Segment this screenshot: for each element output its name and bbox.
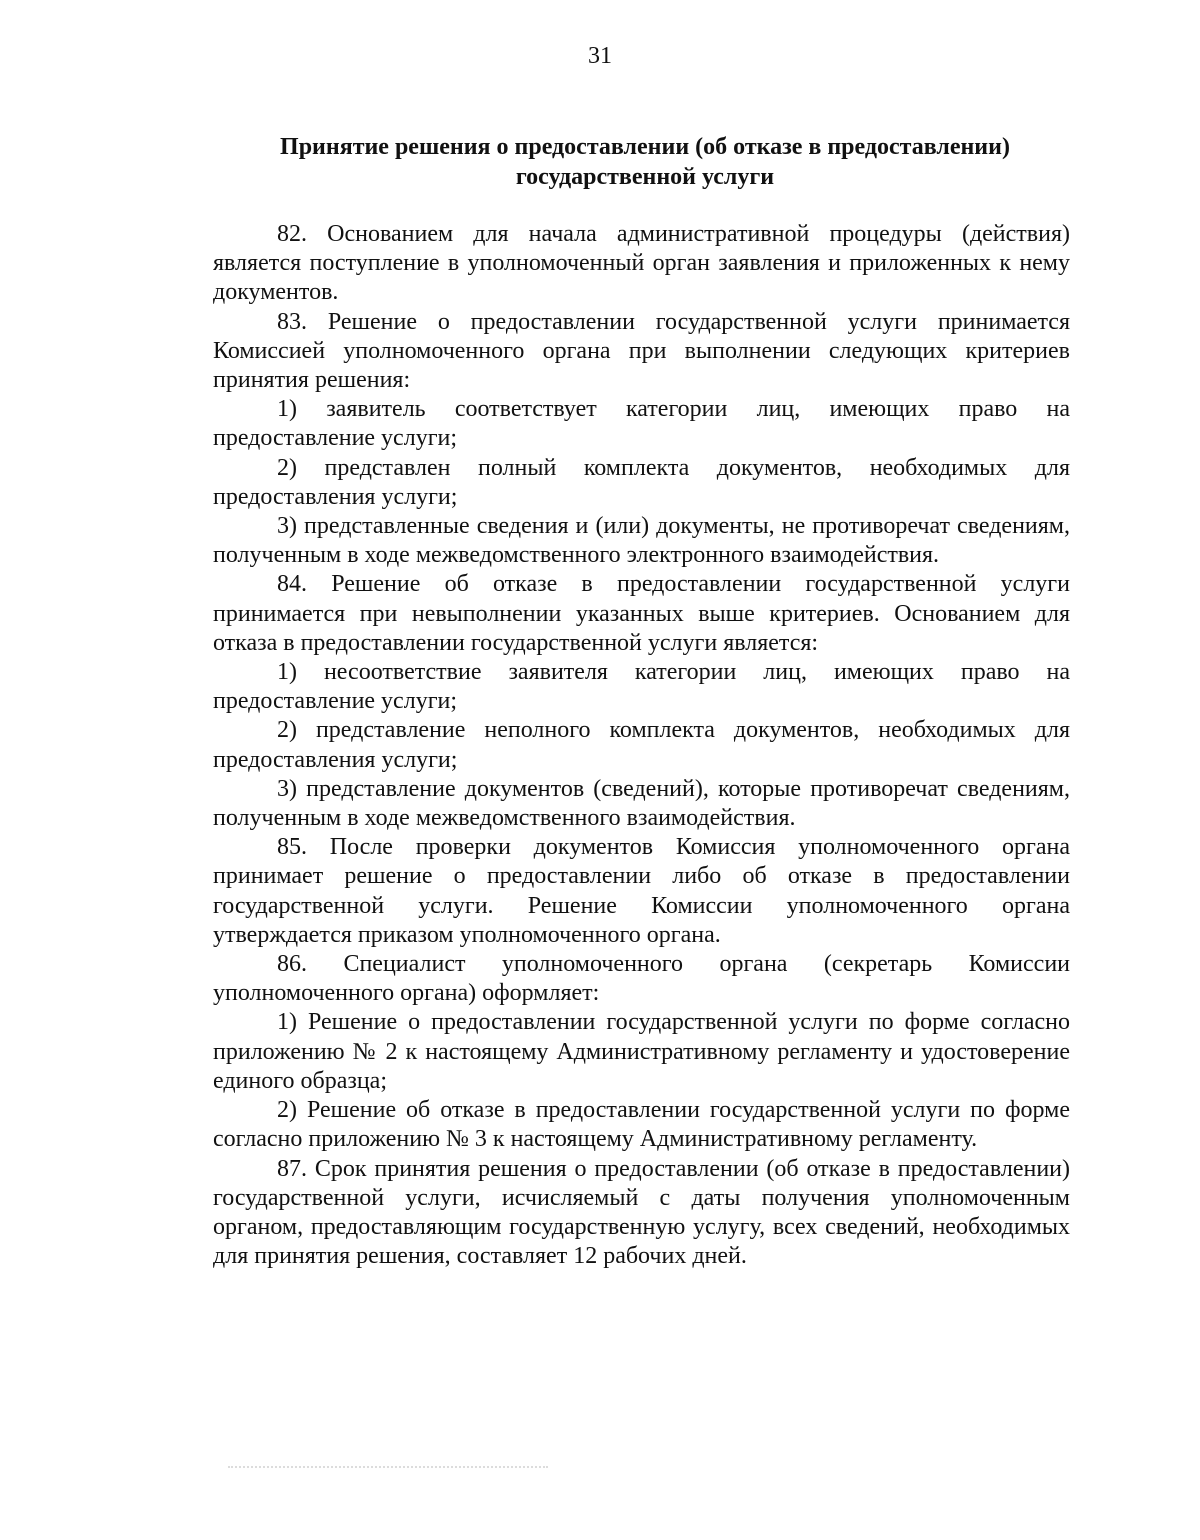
paragraph-85: 85. После проверки документов Комиссия уполномоченного органа принимает решение о предоставлении либо об отказе в предоставлении государственной услуги. Решение Комиссии уполномоченного органа утверждается приказом уполномоченного органа.	[213, 834, 1070, 948]
paragraph-86: 86. Специалист уполномоченного органа (секретарь Комиссии уполномоченного органа) оформляет:	[213, 951, 1070, 1007]
paragraph-84-item-1: 1) несоответствие заявителя категории лиц, имеющих право на предоставление услуги;	[213, 659, 1070, 715]
paragraph-87: 87. Срок принятия решения о предоставлении (об отказе в предоставлении) государственной услуги, исчисляемый с даты получения уполномоченным органом, предоставляющим государственную услугу, всех сведений, необходимых для принятия решения, составляет 12 рабочих дней.	[213, 1155, 1070, 1270]
paragraph-83-item-3: 3) представленные сведения и (или) документы, не противоречат сведениям, полученным в ходе межведомственного электронного взаимодействия.	[213, 513, 1070, 569]
paragraph-83-item-2: 2) представлен полный комплекта документов, необходимых для предоставления услуги;	[213, 454, 1070, 510]
scan-noise-line	[228, 1466, 548, 1472]
page-number: 31	[588, 43, 612, 69]
paragraph-86-item-1: 1) Решение о предоставлении государственной услуги по форме согласно приложению № 2 к настоящему Административному регламенту и удостоверение единого образца;	[213, 1009, 1070, 1094]
paragraph-86-item-2: 2) Решение об отказе в предоставлении государственной услуги по форме согласно приложению № 3 к настоящему Административному регламенту.	[213, 1097, 1070, 1153]
paragraph-82: 82. Основанием для начала административной процедуры (действия) является поступление в уполномоченный орган заявления и приложенных к нему документов.	[213, 221, 1070, 306]
section-heading-line-1: Принятие решения о предоставлении (об отказе в предоставлении)	[280, 134, 1010, 160]
paragraph-84-item-3: 3) представление документов (сведений), которые противоречат сведениям, полученным в ходе межведомственного взаимодействия.	[213, 775, 1070, 832]
document-body	[213, 220, 1070, 1271]
paragraph-84: 84. Решение об отказе в предоставлении государственной услуги принимается при невыполнении указанных выше критериев. Основанием для отказа в предоставлении государственной услуги является:	[213, 571, 1070, 656]
paragraph-83-item-1: 1) заявитель соответствует категории лиц, имеющих право на предоставление услуги;	[213, 396, 1070, 452]
paragraph-83: 83. Решение о предоставлении государственной услуги принимается Комиссией уполномоченного органа при выполнении следующих критериев принятия решения:	[213, 308, 1070, 394]
section-heading-line-2: государственной услуги	[515, 164, 775, 190]
paragraph-84-item-2: 2) представление неполного комплекта документов, необходимых для предоставления услуги;	[213, 717, 1070, 773]
section-heading	[230, 132, 1060, 192]
